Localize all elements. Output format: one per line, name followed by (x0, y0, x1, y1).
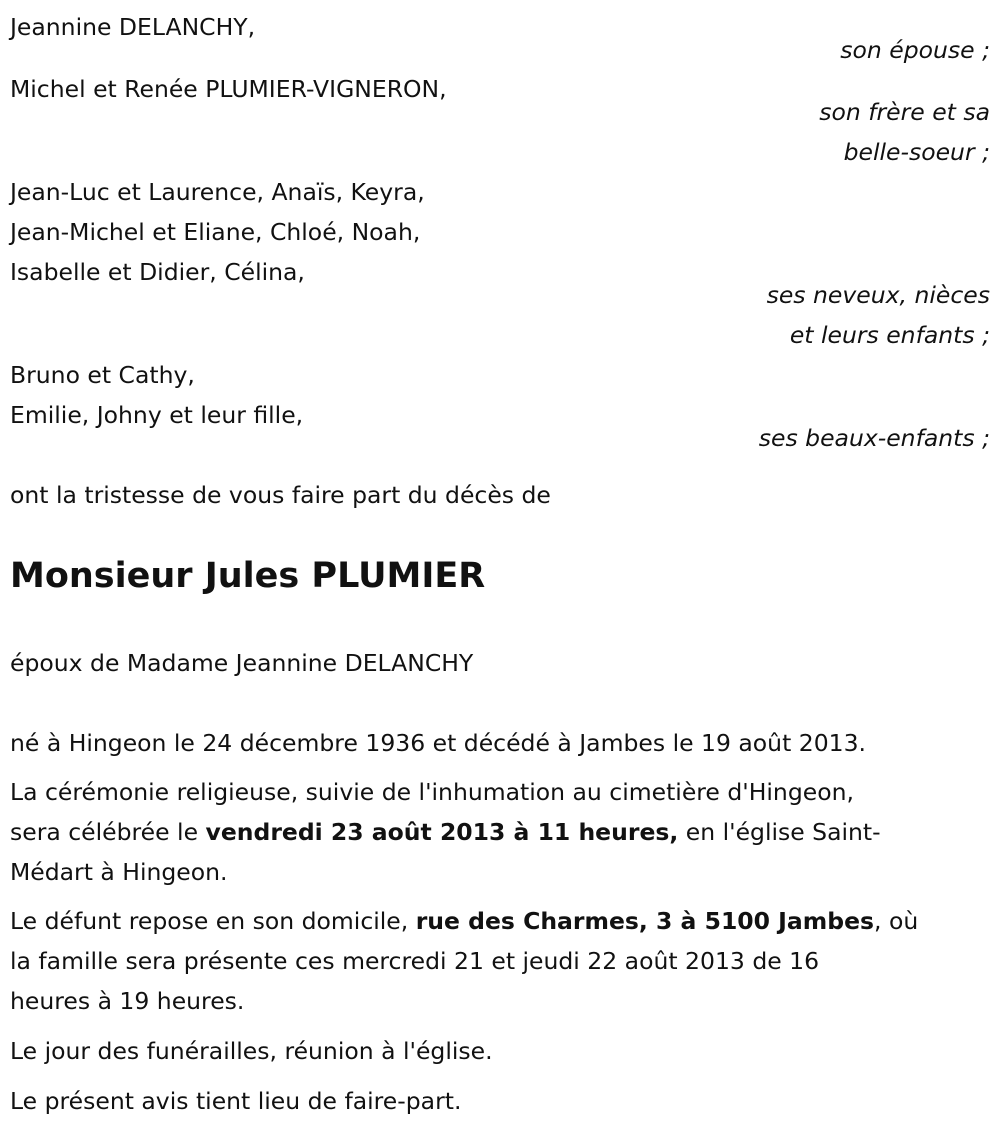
step-children-role: ses beaux-enfants ; (758, 424, 990, 452)
rest-address: rue des Charmes, 3 à 5100 Jambes (415, 907, 875, 935)
rest-line3: heures à 19 heures. (10, 987, 245, 1015)
rest-line2: la famille sera présente ces mercredi 21 et jeudi 22 août 2013 de 16 (10, 947, 820, 975)
ceremony-date: vendredi 23 août 2013 à 11 heures, (205, 818, 679, 846)
nephews-line2: Jean-Michel et Eliane, Chloé, Noah, (10, 218, 421, 246)
rest-text-post: , où (874, 907, 919, 935)
sibling-role-line1: son frère et sa (819, 98, 990, 126)
sibling-role-line2: belle-soeur ; (843, 138, 990, 166)
ceremony-line2 (10, 817, 881, 847)
ceremony-line3: Médart à Hingeon. (10, 858, 228, 886)
nephews-line3: Isabelle et Didier, Célina, (10, 258, 305, 286)
nephews-line1: Jean-Luc et Laurence, Anaïs, Keyra, (10, 178, 425, 206)
birth-death-line: né à Hingeon le 24 décembre 1936 et décédé à Jambes le 19 août 2013. (10, 729, 867, 757)
deceased-name: Monsieur Jules PLUMIER (10, 556, 486, 596)
step-children-line2: Emilie, Johny et leur fille, (10, 401, 304, 429)
step-children-line1: Bruno et Cathy, (10, 361, 195, 389)
deceased-spouse-line: époux de Madame Jeannine DELANCHY (10, 649, 474, 677)
ceremony-text-post: en l'église Saint- (678, 818, 881, 846)
notice-line: Le présent avis tient lieu de faire-part. (10, 1087, 462, 1115)
announcement-text: ont la tristesse de vous faire part du décès de (10, 481, 551, 509)
meeting-line: Le jour des funérailles, réunion à l'église. (10, 1037, 493, 1065)
nephews-role-line2: et leurs enfants ; (789, 321, 990, 349)
rest-line1 (10, 906, 918, 936)
rest-text-pre: Le défunt repose en son domicile, (10, 907, 416, 935)
spouse-name: Jeannine DELANCHY, (10, 13, 256, 41)
sibling-name: Michel et Renée PLUMIER-VIGNERON, (10, 75, 447, 103)
ceremony-text-pre: sera célébrée le (10, 818, 206, 846)
ceremony-line1: La cérémonie religieuse, suivie de l'inhumation au cimetière d'Hingeon, (10, 778, 854, 806)
spouse-role: son épouse ; (840, 36, 990, 64)
nephews-role-line1: ses neveux, nièces (766, 281, 990, 309)
